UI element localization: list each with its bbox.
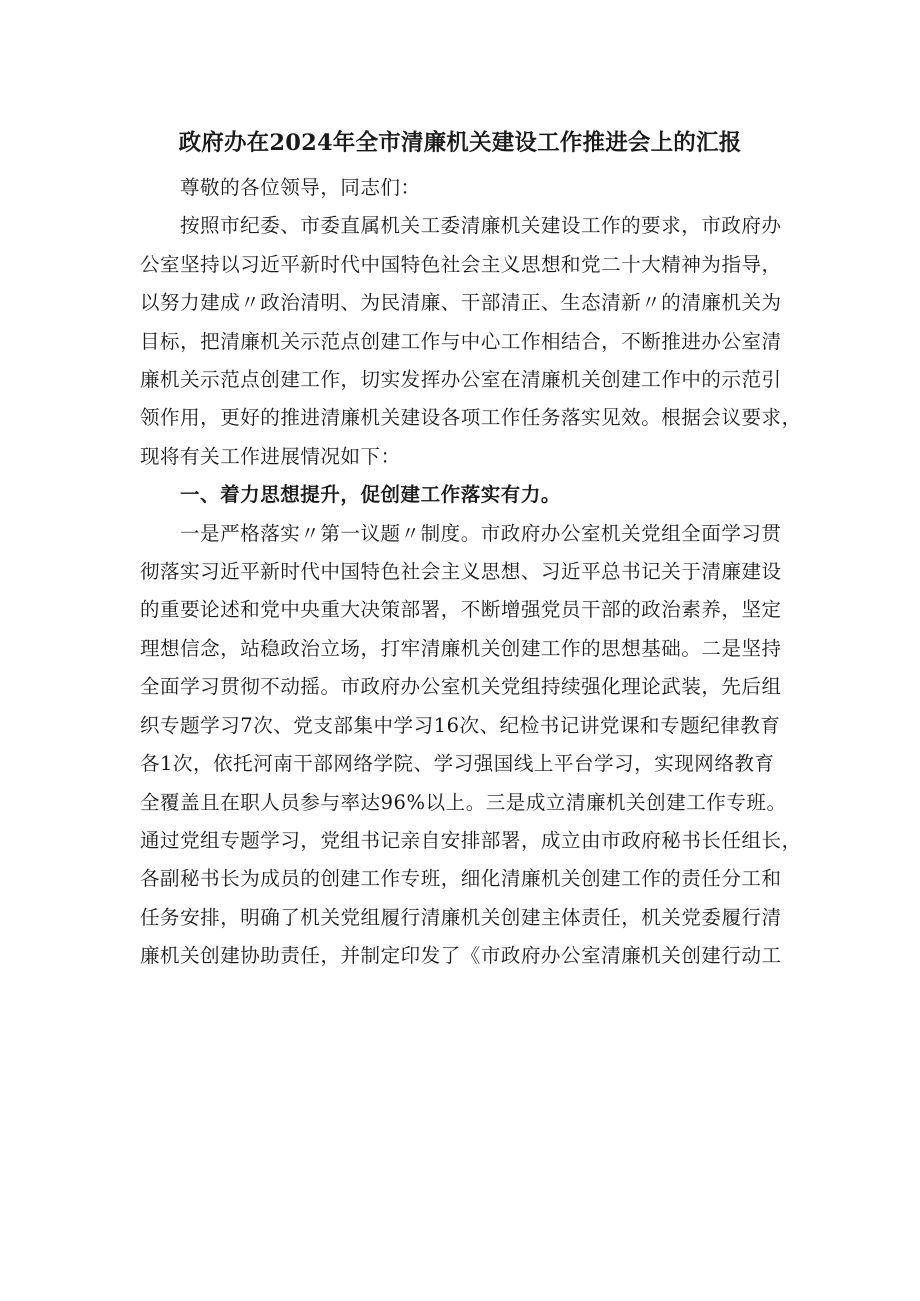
body-text-line: 廉机关示范点创建工作，切实发挥办公室在清廉机关创建工作中的示范引 xyxy=(140,368,782,392)
body-text-line: 领作用，更好的推进清廉机关建设各项工作任务落实见效。根据会议要求， xyxy=(140,406,802,430)
body-text-line: 一是严格落实〃第一议题〃制度。市政府办公室机关党组全面学习贯 xyxy=(180,521,782,545)
body-text-line: 公室坚持以习近平新时代中国特色社会主义思想和党二十大精神为指导， xyxy=(140,252,782,276)
body-text-line: 各1次，依托河南干部网络学院、学习强国线上平台学习，实现网络教育 xyxy=(140,752,775,776)
body-text-line: 织专题学习7次、党支部集中学习16次、纪检书记讲党课和专题纪律教育 xyxy=(140,713,781,737)
body-text-line: 廉机关创建协助责任，并制定印发了《市政府办公室清廉机关创建行动工 xyxy=(140,944,782,968)
body-text-line: 任务安排，明确了机关党组履行清廉机关创建主体责任，机关党委履行清 xyxy=(140,905,782,929)
body-text-line: 的重要论述和党中央重大决策部署，不断增强党员干部的政治素养，坚定 xyxy=(140,598,782,622)
body-text-line: 全面学习贯彻不动摇。市政府办公室机关党组持续强化理论武装，先后组 xyxy=(140,675,782,699)
body-text-line: 通过党组专题学习，党组书记亲自安排部署，成立由市政府秘书长任组长， xyxy=(140,828,802,852)
body-text-line: 目标，把清廉机关示范点创建工作与中心工作相结合，不断推进办公室清 xyxy=(140,329,782,353)
body-text-line: 现将有关工作进展情况如下： xyxy=(140,444,401,468)
body-text-line: 按照市纪委、市委直属机关工委清廉机关建设工作的要求，市政府办 xyxy=(180,214,782,238)
document-body xyxy=(140,169,802,976)
document-title: 政府办在2024年全市清廉机关建设工作推进会上的汇报 xyxy=(178,130,742,156)
body-text-line: 彻落实习近平新时代中国特色社会主义思想、习近平总书记关于清廉建设 xyxy=(140,560,782,584)
body-text-line: 各副秘书长为成员的创建工作专班，细化清廉机关创建工作的责任分工和 xyxy=(140,867,782,891)
body-text-line: 理想信念，站稳政治立场，打牢清廉机关创建工作的思想基础。二是坚持 xyxy=(140,636,782,660)
body-text-line: 以努力建成〃政治清明、为民清廉、干部清正、生态清新〃的清廉机关为 xyxy=(140,291,782,315)
body-text-line: 全覆盖且在职人员参与率达96%以上。三是成立清廉机关创建工作专班。 xyxy=(140,790,787,814)
body-text-line: 尊敬的各位领导，同志们： xyxy=(180,176,421,199)
section-heading-line: 一、着力思想提升，促创建工作落实有力。 xyxy=(180,483,561,507)
